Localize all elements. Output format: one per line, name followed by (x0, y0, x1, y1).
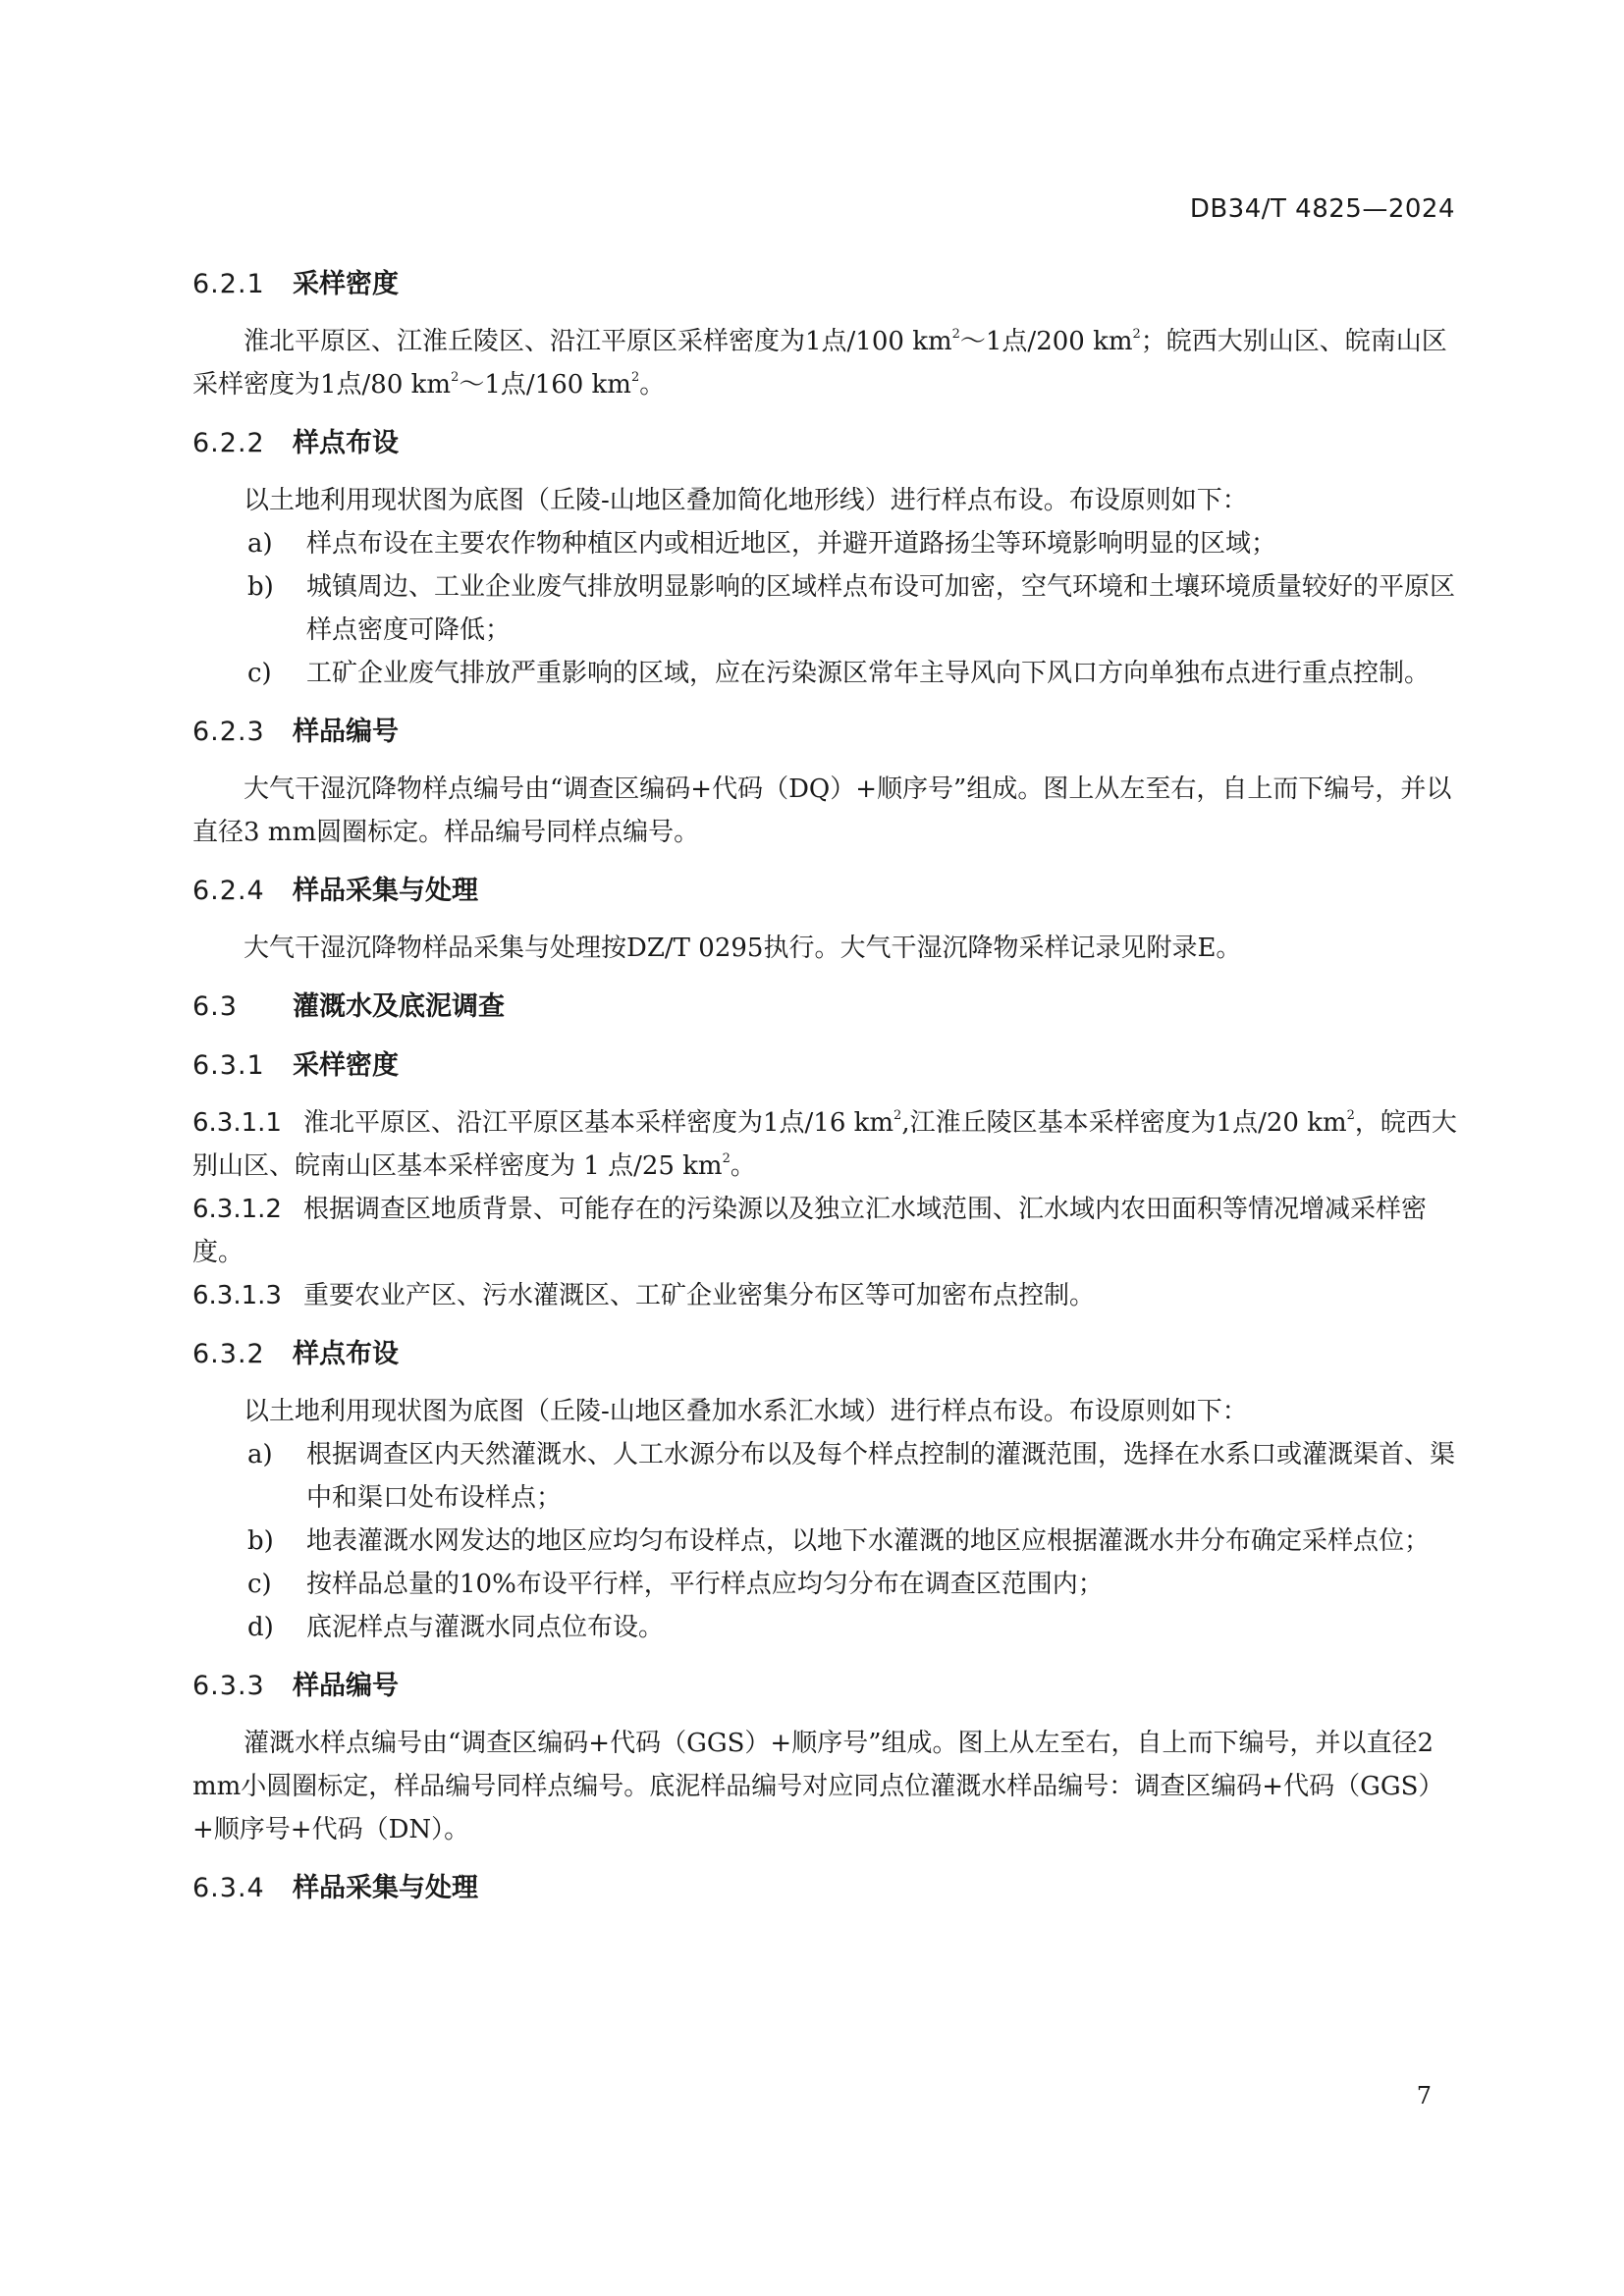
heading-6-2-2 (192, 422, 1457, 465)
list-item: c) 工矿企业废气排放严重影响的区域，应在污染源区常年主导风向下风口方向单独布点进行重点控制。 (247, 659, 1431, 688)
subclause-6-3-1-2: 6.3.1.2 根据调查区地质背景、可能存在的污染源以及独立汇水域范围、汇水域内农田面积等情况增减采样密度。 (192, 1195, 1427, 1267)
list-item: b) 城镇周边、工业企业废气排放明显影响的区域样点布设可加密，空气环境和土壤环境质量较好的平原区样点密度可降低； (247, 572, 1456, 645)
subclause-6-3-1-1: 6.3.1.1 淮北平原区、沿江平原区基本采样密度为1点/16 $km^2$,江淮丘陵区基本采样密度为1点/20 $km^2$，皖西大别山区、皖南山区基本采样密度为 1 点/25 $km^2$。 (192, 1108, 1457, 1181)
document-body (192, 263, 1457, 1910)
section-title: 样品编号 (293, 717, 399, 747)
list-item: b) 地表灌溉水网发达的地区应均匀布设样点，以地下水灌溉的地区应根据灌溉水井分布确定采样点位； (247, 1526, 1431, 1556)
section-number: 6.2.3 (192, 717, 265, 747)
section-number: 6.3.3 (192, 1671, 265, 1701)
heading-6-3-4 (192, 1867, 1457, 1910)
section-number: 6.3.2 (192, 1339, 265, 1369)
paragraph-sampling-density: 淮北平原区、江淮丘陵区、沿江平原区采样密度为1点/100 $km^2\sim 1$点/200 $km^2$；皖西大别山区、皖南山区采样密度为1点/80 $km^2\sim 1$点/160 $km^2$。 (192, 327, 1447, 400)
paragraph-sample-numbering: 大气干湿沉降物样点编号由“调查区编码+代码（DQ）+顺序号”组成。图上从左至右，自上而下编号，并以直径3 mm圆圈标定。样品编号同样点编号。 (192, 774, 1452, 847)
section-title: 采样密度 (293, 1050, 399, 1081)
paragraph-sample-collection: 大气干湿沉降物样品采集与处理按DZ/T 0295执行。大气干湿沉降物采样记录见附录E。 (244, 934, 1242, 963)
section-number: 6.3 (192, 991, 238, 1022)
section-title: 样点布设 (293, 428, 399, 458)
section-number: 6.2.2 (192, 428, 265, 458)
heading-6-3-3 (192, 1665, 1457, 1708)
section-title: 样点布设 (293, 1339, 399, 1369)
heading-6-3 (192, 986, 1457, 1029)
heading-6-2-4 (192, 870, 1457, 913)
section-title: 灌溉水及底泥调查 (293, 991, 505, 1022)
subclause-6-3-1-3: 6.3.1.3 重要农业产区、污水灌溉区、工矿企业密集分布区等可加密布点控制。 (192, 1281, 1095, 1310)
heading-6-3-1 (192, 1044, 1457, 1088)
list-item: d) 底泥样点与灌溉水同点位布设。 (247, 1613, 665, 1642)
section-number: 6.3.1 (192, 1050, 265, 1081)
section-title: 采样密度 (293, 269, 399, 299)
list-item: a) 样点布设在主要农作物种植区内或相近地区，并避开道路扬尘等环境影响明显的区域； (247, 529, 1277, 559)
section-number: 6.2.1 (192, 269, 265, 299)
paragraph-intro: 以土地利用现状图为底图（丘陵-山地区叠加简化地形线）进行样点布设。布设原则如下： (244, 486, 1248, 515)
paragraph-irrigation-numbering: 灌溉水样点编号由“调查区编码+代码（GGS）+顺序号”组成。图上从左至右，自上而下编号，并以直径2 mm小圆圈标定，样品编号同样点编号。底泥样品编号对应同点位灌溉水样品编号：调查区编码+代码（GGS）+顺序号+代码（DN）。 (192, 1729, 1444, 1844)
section-title: 样品采集与处理 (293, 876, 478, 906)
list-item: a) 根据调查区内天然灌溉水、人工水源分布以及每个样点控制的灌溉范围，选择在水系口或灌溉渠首、渠中和渠口处布设样点； (247, 1440, 1456, 1513)
section-title: 样品采集与处理 (293, 1873, 478, 1903)
section-number: 6.3.4 (192, 1873, 265, 1903)
section-title: 样品编号 (293, 1671, 399, 1701)
list-item: c) 按样品总量的10%布设平行样，平行样点应均匀分布在调查区范围内； (247, 1570, 1104, 1599)
heading-6-3-2 (192, 1333, 1457, 1376)
section-number: 6.2.4 (192, 876, 265, 906)
heading-6-2-1 (192, 263, 1457, 306)
page-number: 7 (1416, 2082, 1432, 2109)
document-code: DB34/T 4825—2024 (1189, 194, 1455, 224)
heading-6-2-3 (192, 711, 1457, 754)
paragraph-intro: 以土地利用现状图为底图（丘陵-山地区叠加水系汇水域）进行样点布设。布设原则如下： (244, 1397, 1248, 1426)
